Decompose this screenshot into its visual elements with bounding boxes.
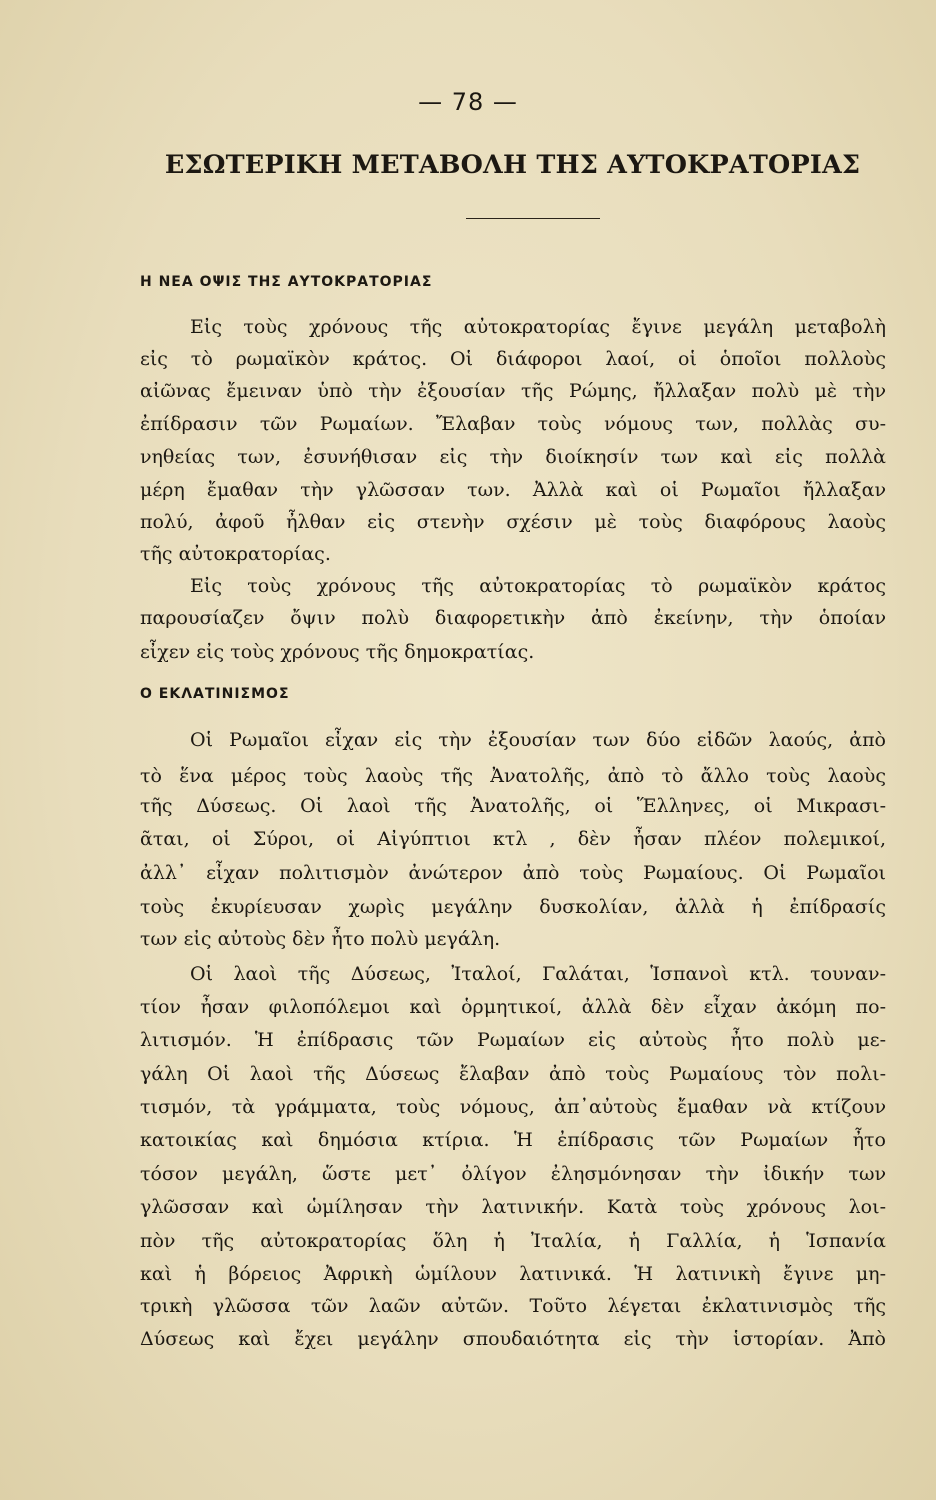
paragraph-line: Οἱ λαοὶ τῆς Δύσεως, Ἰταλοί, Γαλάται, Ἱσπανοὶ κτλ. τουναν- bbox=[190, 963, 886, 985]
paragraph-line: αἰῶνας ἔμειναν ὑπὸ τὴν ἐξουσίαν τῆς Ρώμης, ἤλλαξαν πολὺ μὲ τὴν bbox=[140, 380, 886, 402]
paragraph-line: παρουσίαζεν ὄψιν πολὺ διαφορετικὴν ἀπὸ ἐκείνην, τὴν ὁποίαν bbox=[140, 607, 886, 629]
paragraph-line: κατοικίας καὶ δημόσια κτίρια. Ἡ ἐπίδρασις τῶν Ρωμαίων ἦτο bbox=[140, 1129, 886, 1151]
title-divider bbox=[466, 218, 600, 219]
paragraph-line: Εἰς τοὺς χρόνους τῆς αὐτοκρατορίας τὸ ρωμαϊκὸν κράτος bbox=[190, 575, 886, 597]
section-heading-new-aspect: Η ΝΕΑ ΟΨΙΣ ΤΗΣ ΑΥΤΟΚΡΑΤΟΡΙΑΣ bbox=[140, 274, 433, 290]
page-number: — 78 — bbox=[418, 88, 518, 116]
paragraph-line: εἶχεν εἰς τοὺς χρόνους τῆς δημοκρατίας. bbox=[140, 641, 535, 663]
paragraph-line: τῆς αὐτοκρατορίας. bbox=[140, 543, 331, 565]
paragraph-line: ἀλλ᾽ εἶχαν πολιτισμὸν ἀνώτερον ἀπὸ τοὺς Ρωμαίους. Οἱ Ρωμαῖοι bbox=[140, 862, 886, 884]
paragraph-line: τόσον μεγάλη, ὥστε μετ᾽ ὀλίγον ἐλησμόνησαν τὴν ἰδικήν των bbox=[140, 1163, 886, 1185]
paragraph-line: Εἰς τοὺς χρόνους τῆς αὐτοκρατορίας ἔγινε μεγάλη μεταβολὴ bbox=[190, 316, 886, 338]
paragraph-line: τρικὴ γλῶσσα τῶν λαῶν αὐτῶν. Τοῦτο λέγεται ἐκλατινισμὸς τῆς bbox=[140, 1295, 886, 1317]
paragraph-line: Οἱ Ρωμαῖοι εἶχαν εἰς τὴν ἐξουσίαν των δύο εἰδῶν λαούς, ἀπὸ bbox=[190, 729, 886, 751]
paragraph-line: τῆς Δύσεως. Οἱ λαοὶ τῆς Ἀνατολῆς, οἱ Ἕλληνες, οἱ Μικρασι- bbox=[140, 795, 886, 817]
paragraph-line: Δύσεως καὶ ἔχει μεγάλην σπουδαιότητα εἰς τὴν ἱστορίαν. Ἀπὸ bbox=[140, 1328, 886, 1350]
paragraph-line: νηθείας των, ἐσυνήθισαν εἰς τὴν διοίκησίν των καὶ εἰς πολλὰ bbox=[140, 446, 886, 468]
paragraph-line: καὶ ἡ βόρειος Ἀφρικὴ ὡμίλουν λατινικά. Ἡ λατινικὴ ἔγινε μη- bbox=[140, 1263, 886, 1285]
paragraph-line: γάλη Οἱ λαοὶ τῆς Δύσεως ἔλαβαν ἀπὸ τοὺς Ρωμαίους τὸν πολι- bbox=[140, 1063, 886, 1085]
paragraph-line: ᾶται, οἱ Σύροι, οἱ Αἰγύπτιοι κτλ , δὲν ἦσαν πλέον πολεμικοί, bbox=[140, 828, 886, 850]
paragraph-line: τὸ ἕνα μέρος τοὺς λαοὺς τῆς Ἀνατολῆς, ἀπὸ τὸ ἄλλο τοὺς λαοὺς bbox=[140, 765, 886, 787]
paragraph-line: τίον ἦσαν φιλοπόλεμοι καὶ ὁρμητικοί, ἀλλὰ δὲν εἶχαν ἀκόμη πο- bbox=[140, 996, 886, 1018]
paragraph-line: πολύ, ἀφοῦ ἦλθαν εἰς στενὴν σχέσιν μὲ τοὺς διαφόρους λαοὺς bbox=[140, 511, 886, 533]
paragraph-line: μέρη ἔμαθαν τὴν γλῶσσαν των. Ἀλλὰ καὶ οἱ Ρωμαῖοι ἤλλαξαν bbox=[140, 479, 886, 501]
paragraph-line: εἰς τὸ ρωμαϊκὸν κράτος. Οἱ διάφοροι λαοί, οἱ ὁποῖοι πολλοὺς bbox=[140, 348, 886, 370]
paragraph-line: των εἰς αὐτοὺς δὲν ἦτο πολὺ μεγάλη. bbox=[140, 928, 501, 950]
paragraph-line: ἐπίδρασιν τῶν Ρωμαίων. Ἔλαβαν τοὺς νόμους των, πολλὰς συ- bbox=[140, 413, 886, 435]
paragraph-line: τοὺς ἐκυρίευσαν χωρὶς μεγάλην δυσκολίαν, ἀλλὰ ἡ ἐπίδρασίς bbox=[140, 896, 886, 918]
paragraph-line: γλῶσσαν καὶ ὡμίλησαν τὴν λατινικήν. Κατὰ τοὺς χρόνους λοι- bbox=[140, 1196, 886, 1218]
chapter-title: ΕΣΩΤΕΡΙΚΗ ΜΕΤΑΒΟΛΗ ΤΗΣ ΑΥΤΟΚΡΑΤΟΡΙΑΣ bbox=[164, 150, 861, 180]
paragraph-line: τισμόν, τὰ γράμματα, τοὺς νόμους, ἀπ᾽αὐτοὺς ἔμαθαν νὰ κτίζουν bbox=[140, 1096, 886, 1118]
section-heading-latinization: Ο ΕΚΛΑΤΙΝΙΣΜΟΣ bbox=[140, 686, 290, 702]
paragraph-line: πὸν τῆς αὐτοκρατορίας ὅλη ἡ Ἰταλία, ἡ Γαλλία, ἡ Ἱσπανία bbox=[140, 1230, 886, 1252]
paragraph-line: λιτισμόν. Ἡ ἐπίδρασις τῶν Ρωμαίων εἰς αὐτοὺς ἦτο πολὺ με- bbox=[140, 1029, 886, 1051]
